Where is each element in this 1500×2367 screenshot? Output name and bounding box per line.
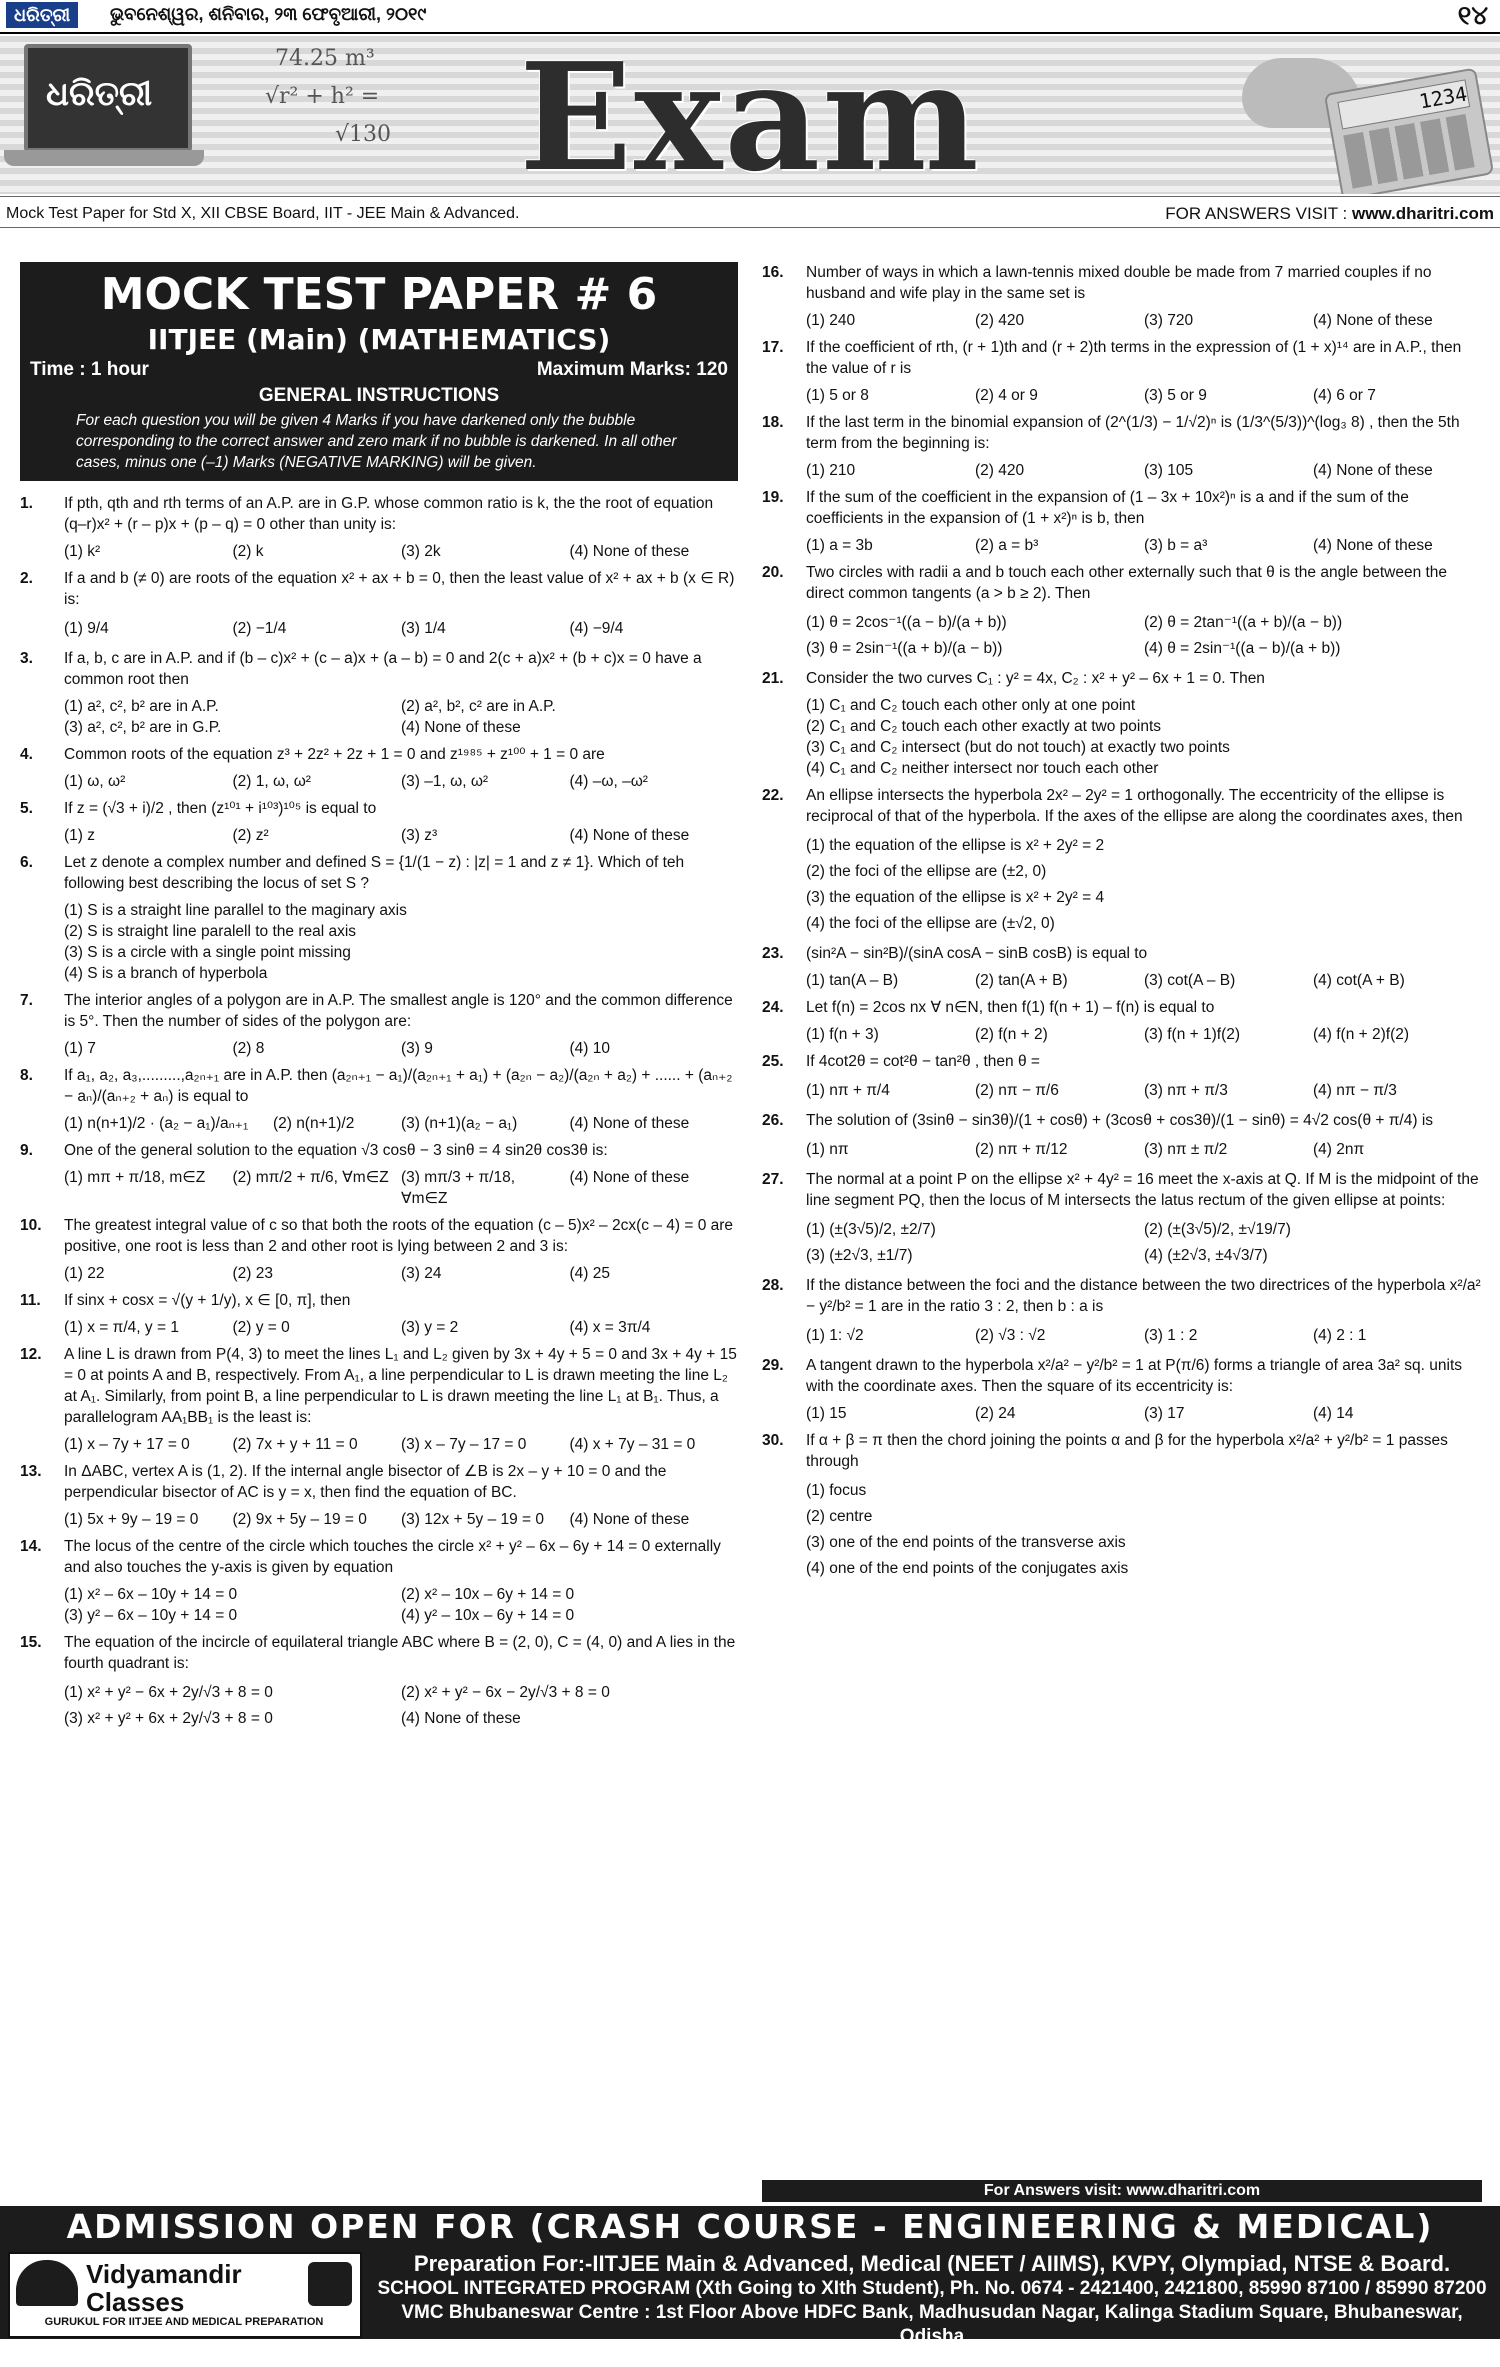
question: 25. If 4cot2θ = cot²θ − tan²θ , then θ = (1) nπ + π/4 (2) nπ − π/6 (3) nπ + π/3 (4) nπ − π/3 (762, 1053, 1397, 1099)
subheader-description: Mock Test Paper for Std X, XII CBSE Board, IIT - JEE Main & Advanced. (6, 205, 520, 222)
question: 21. Consider the two curves C₁ : y² = 4x, C₂ : x² + y² – 6x + 1 = 0. Then (1) C₁ and C₂ touch each other only at one point (2) C₁ and C₂ touch each other exactly at two points (3) C₁ and C₂ intersect (but do not touch) at exactly two points (4) C₁ and C₂ neither intersect nor touch each other (762, 670, 1265, 777)
question: 26. The solution of (3sinθ − sin3θ)/(1 + cosθ) + (3cosθ + cos3θ)/(1 − sinθ) = 4√2 cos(θ + π/4) is (1) nπ (2) nπ + π/12 (3) nπ ± π/2 (4) 2nπ (762, 1112, 1434, 1158)
paper-title: MOCK TEST PAPER # 6 (100, 269, 658, 320)
centre-address: VMC Bhubaneswar Centre : 1st Floor Above HDFC Bank, Madhusudan Nagar, Kalinga Stadium Square, Bhubaneswar, Odisha (401, 2302, 1463, 2347)
right-column (762, 262, 1482, 1588)
deco-root: √130 (335, 122, 392, 147)
question: 30. If α + β = π then the chord joining the points α and β for the hyperbola x²/a² + y²/b² = 1 passes through (1) focus (2) centre (3) one of the end points of the transverse axis (4) one of the end points of the conjugates axis (762, 1432, 1448, 1577)
question: 12. A line L is drawn from P(4, 3) to meet the lines L₁ and L₂ given by 3x + 4y + 5 = 0 and 3x + 4y + 15 = 0 at points A and B, respectively. From A₁, a line perpendicular to L is drawn meeting the line L₂ at A₁. Similarly, from point B, a line perpendicular to L is drawn meeting the line L₁ at B₁. Thus, a parallelogram AA₁BB₁ is the least is: (1) x – 7y + 17 = 0 (2) 7x + y + 11 = 0 (3) x – 7y – 17 = 0 (4) x + 7y – 31 = 0 (20, 1346, 737, 1453)
laptop-icon (4, 44, 204, 174)
marks-label: Maximum Marks: 120 (536, 359, 728, 380)
question: 20. Two circles with radii a and b touch each other externally such that θ is the angle between the direct common tangents (a > b ≥ 2). Then (1) θ = 2cos⁻¹((a − b)/(a + b)) (2) θ = 2tan⁻¹((a + b)/(a − b)) (3) θ = 2sin⁻¹((a + b)/(a − b)) (4) θ = 2sin⁻¹((a − b)/(a + b)) (762, 564, 1448, 657)
question: 7. The interior angles of a polygon are in A.P. The smallest angle is 120° and the common difference is 5°. Then the number of sides of the polygon are: (1) 7 (2) 8 (3) 9 (4) 10 (20, 992, 733, 1057)
vidyamandir-logo (8, 2252, 362, 2338)
time-label: Time : 1 hour (30, 359, 149, 380)
logo-name-1: Vidyamandir (86, 2259, 242, 2289)
banner-title: Exam (519, 36, 981, 194)
question: 24. Let f(n) = 2cos nx ∀ n∈N, then f(1) f(n + 1) – f(n) is equal to (1) f(n + 3) (2) f(n + 2) (3) f(n + 1)f(2) (4) f(n + 2)f(2) (762, 999, 1410, 1043)
instructions-text: For each question you will be given 4 Marks if you have darkened only the bubble corresponding to the correct answer and zero mark if no bubble is darkened. In all other cases, minus one (–1) Marks (NEGATIVE MARKING) will be given. (76, 412, 677, 471)
question: 10. The greatest integral value of c so that both the roots of the equation (c – 5)x² – 2cx(c – 4) = 0 are positive, one root is less than 2 and other root is lying between 2 and 3 is: (1) 22 (2) 23 (3) 24 (4) 25 (20, 1217, 734, 1282)
question: 19. If the sum of the coefficient in the expansion of (1 – 3x + 10x²)ⁿ is a and if the sum of the coefficients in the expansion of (1 + x²)ⁿ is b, then (1) a = 3b (2) a = b³ (3) b = a³ (4) None of these (762, 489, 1433, 554)
newspaper-logo: ଧରିତ୍ରୀ (6, 2, 78, 28)
question: 8. If a₁, a₂, a₃,.........,a₂ₙ₊₁ are in A.P. then (a₂ₙ₊₁ − a₁)/(a₂ₙ₊₁ + a₁) + (a₂ₙ − a₂)/(a₂ₙ + a₂) + ...... + (aₙ₊₂ − aₙ)/(aₙ₊₂ + aₙ) is equal to (1) n(n+1)/2 · (a₂ − a₁)/aₙ₊₁ (2) n(n+1)/2 (3) (n+1)(a₂ − a₁) (4) None of these (20, 1067, 733, 1132)
question: 15. The equation of the incircle of equilateral triangle ABC where B = (2, 0), C = (4, 0) and A lies in the fourth quadrant is: (1) x² + y² − 6x + 2y/√3 + 8 = 0 (2) x² + y² − 6x − 2y/√3 + 8 = 0 (3) x² + y² + 6x + 2y/√3 + 8 = 0 (4) None of these (20, 1634, 736, 1727)
question: 6. Let z denote a complex number and defined S = {1/(1 − z) : |z| = 1 and z ≠ 1}. Which of teh following best describing the locus of set S ? (1) S is a straight line parallel to the maginary axis (2) S is straight line paralell to the real axis (3) S is a circle with a single point missing (4) S is a branch of hyperbola (20, 854, 685, 982)
corporate-office: Corporate Office: Vidyamandir Classes, Aggrawal Corporate Heights, 3rd Floor, Plot No. A-7 Netaji Subhash Place, Opposite Wazirpur Depot, Pitampura, Delhi, www.vidyamandir.com (387, 2350, 1477, 2365)
calculator-display: 1234 (1337, 79, 1470, 129)
preparation-line: Preparation For:-IITJEE Main & Advanced, Medical (NEET / AIIMS), KVPY, Olympiad, NTSE & Board. (413, 2251, 1451, 2276)
left-column (20, 262, 738, 1738)
question: 4. Common roots of the equation z³ + 2z² + 2z + 1 = 0 and z¹⁹⁸⁵ + z¹⁰⁰ + 1 = 0 are (1) ω, ω² (2) 1, ω, ω² (3) –1, ω, ω² (4) –ω, –ω² (20, 746, 648, 790)
admission-advertisement (0, 2206, 1500, 2365)
question: 5. If z = (√3 + i)/2 , then (z¹⁰¹ + i¹⁰³)¹⁰⁵ is equal to (1) z (2) z² (3) z³ (4) None of these (20, 800, 690, 844)
graduate-icon (308, 2262, 352, 2306)
admission-details (370, 2250, 1494, 2367)
question: 3. If a, b, c are in A.P. and if (b – c)x² + (c – a)x + (a – b) = 0 and 2(c + a)x² + (b + c)x = 0 have a common root then (1) a², c², b² are in A.P. (2) a², b², c² are in A.P. (3) a², c², b² are in G.P. (4) None of these (20, 650, 702, 736)
question: 18. If the last term in the binomial expansion of (2^(1/3) − 1/√2)ⁿ is (1/3^(5/3))^(log₃ 8) , then the 5th term from the beginning is: (1) 210 (2) 420 (3) 105 (4) None of these (762, 414, 1460, 479)
question: 23. (sin²A − sin²B)/(sinA cosA − sinB cosB) is equal to (1) tan(A – B) (2) tan(A + B) (3) cot(A – B) (4) cot(A + B) (762, 945, 1405, 989)
logo-name-2: Classes (86, 2287, 185, 2317)
school-program-line: SCHOOL INTEGRATED PROGRAM (Xth Going to XIth Student), Ph. No. 0674 - 2421400, 2421800, 85990 87100 / 85990 87200 (377, 2278, 1487, 2299)
admission-headline: ADMISSION OPEN FOR (CRASH COURSE - ENGINEERING & MEDICAL) (66, 2207, 1434, 2246)
answers-bar[interactable]: For Answers visit: www.dharitri.com (762, 2180, 1482, 2202)
logo-tagline: GURUKUL FOR IITJEE AND MEDICAL PREPARATION (44, 2316, 324, 2328)
calculator-icon (1212, 50, 1492, 190)
book-icon (16, 2260, 78, 2306)
question: 14. The locus of the centre of the circle which touches the circle x² + y² – 6x – 6y + 14 = 0 externally and also touches the y-axis is given by equation (1) x² – 6x – 10y + 14 = 0 (2) x² – 10x – 6y + 14 = 0 (3) y² – 6x – 10y + 14 = 0 (4) y² – 10x – 6y + 14 = 0 (20, 1538, 721, 1624)
laptop-logo: ଧରିତ୍ରୀ (46, 74, 153, 114)
question: 11. If sinx + cosx = √(y + 1/y), x ∈ [0, π], then (1) x = π/4, y = 1 (2) y = 0 (3) y = 2 (4) x = 3π/4 (20, 1292, 651, 1336)
deco-formula: √r² + h² = (265, 84, 380, 109)
dateline: ଭୁବନେଶ୍ୱର, ଶନିବାର, ୨୩ ଫେବୃଆରୀ, ୨୦୧୯ (110, 4, 427, 24)
question: 27. The normal at a point P on the ellipse x² + 4y² = 16 meet the x-axis at Q. If M is the midpoint of the line segment PQ, then the locus of M intersects the latus rectum of the given ellipse at points: (1) (±(3√5)/2, ±2/7) (2) (±(3√5)/2, ±√19/7) (3) (±2√3, ±1/7) (4) (±2√3, ±4√3/7) (762, 1171, 1479, 1264)
exam-mate-banner (0, 36, 1500, 194)
question: 16. Number of ways in which a lawn-tennis mixed double be made from 7 married couples if no husband and wife play in the same set is (1) 240 (2) 420 (3) 720 (4) None of these (762, 264, 1433, 329)
question: 1. If pth, qth and rth terms of an A.P. are in G.P. whose common ratio is k, the the root of equation (q–r)x² + (r – p)x + (p – q) = 0 other than unity is: (1) k² (2) k (3) 2k (4) None of these (20, 495, 714, 560)
title-box (20, 262, 738, 481)
subheader (0, 196, 1500, 228)
question: 22. An ellipse intersects the hyperbola 2x² – 2y² = 1 orthogonally. The eccentricity of the ellipse is reciprocal of that of the hyperbola. If the axes of the ellipse are along the coordinates axes, then (1) the equation of the ellipse is x² + 2y² = 2 (2) the foci of the ellipse are (±2, 0) (3) the equation of the ellipse is x² + 2y² = 4 (4) the foci of the ellipse are (±√2, 0) (762, 787, 1463, 932)
question: 13. In ΔABC, vertex A is (1, 2). If the internal angle bisector of ∠B is 2x – y + 10 = 0 and the perpendicular bisector of AC is y = x, then find the equation of BC. (1) 5x + 9y – 19 = 0 (2) 9x + 5y – 19 = 0 (3) 12x + 5y – 19 = 0 (4) None of these (20, 1463, 690, 1528)
instructions-heading: GENERAL INSTRUCTIONS (258, 385, 500, 406)
question: 17. If the coefficient of rth, (r + 1)th and (r + 2)th terms in the expression of (1 + x)¹⁴ are in A.P., then the value of r is (1) 5 or 8 (2) 4 or 9 (3) 5 or 9 (4) 6 or 7 (762, 339, 1462, 404)
question: 2. If a and b (≠ 0) are roots of the equation x² + ax + b = 0, then the least value of x² + ax + b (x ∈ R) is: (1) 9/4 (2) −1/4 (3) 1/4 (4) −9/4 (20, 570, 735, 637)
deco-volume: 74.25 m³ (275, 46, 375, 71)
question: 9. One of the general solution to the equation √3 cosθ − 3 sinθ = 4 sin2θ cos3θ is: (1) mπ + π/18, m∈Z (2) mπ/2 + π/6, ∀m∈Z (3) mπ/3 + π/18, ∀m∈Z (4) None of these (20, 1142, 690, 1207)
answers-link[interactable]: FOR ANSWERS VISIT : www.dharitri.com (1165, 204, 1494, 223)
question: 29. A tangent drawn to the hyperbola x²/a² − y²/b² = 1 at P(π/6) forms a triangle of area 3a² sq. units with the coordinate axes. Then the square of its eccentricity is: (1) 15 (2) 24 (3) 17 (4) 14 (762, 1357, 1463, 1422)
exam-title: IITJEE (Main) (MATHEMATICS) (147, 323, 611, 356)
question: 28. If the distance between the foci and the distance between the two directrices of the hyperbola x²/a² − y²/b² = 1 are in the ratio 3 : 2, then b : a is (1) 1: √2 (2) √3 : √2 (3) 1 : 2 (4) 2 : 1 (762, 1277, 1481, 1344)
masthead-line (0, 0, 1500, 34)
page-number: ୧୪ (1457, 0, 1488, 30)
